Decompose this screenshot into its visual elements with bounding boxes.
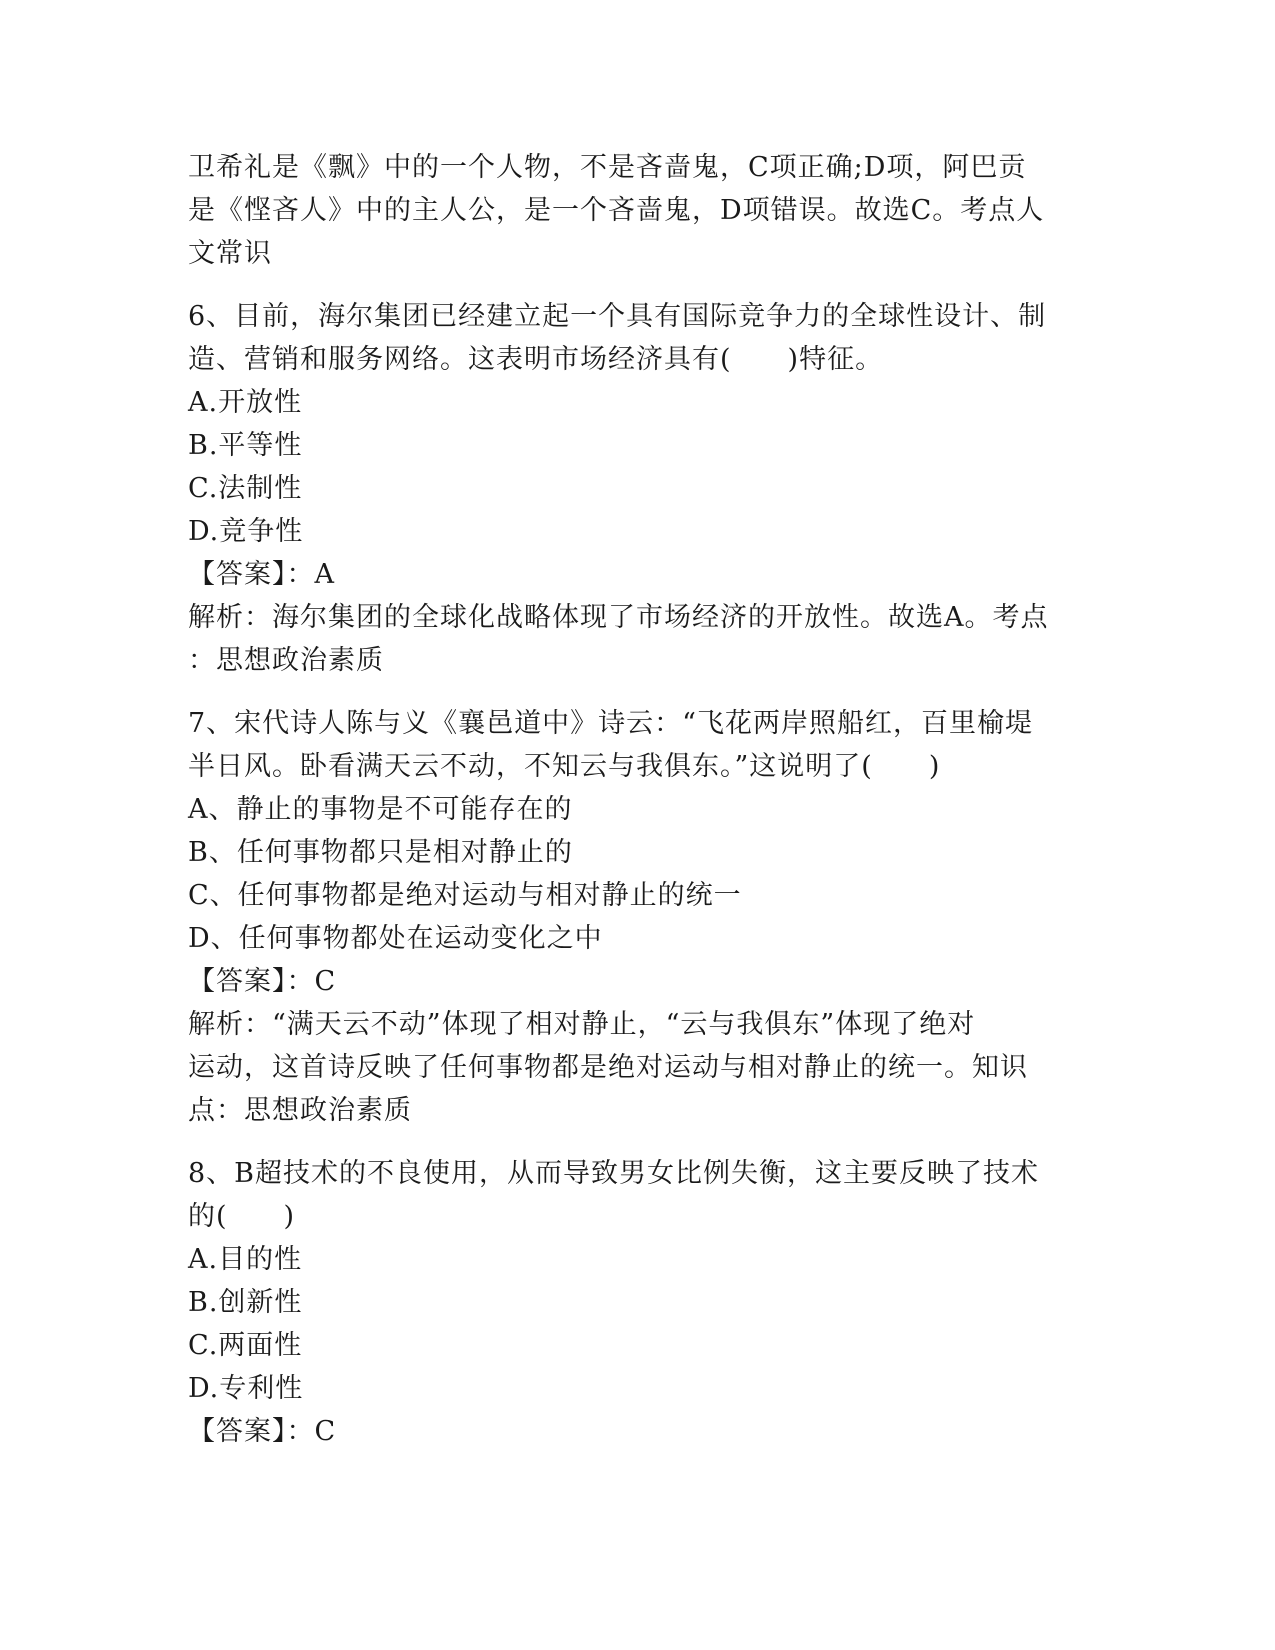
explanation: ：思想政治素质 (188, 645, 384, 676)
option-d: D.专利性 (188, 1373, 304, 1404)
question-stem: 7、宋代诗人陈与义《襄邑道中》诗云：“飞花两岸照船红，百里榆堤 (188, 708, 1033, 739)
question-8 (188, 1152, 1088, 1453)
option-b: B.创新性 (188, 1287, 303, 1318)
option-c: C.两面性 (188, 1330, 303, 1361)
question-stem: 造、营销和服务网络。这表明市场经济具有( )特征。 (188, 344, 884, 375)
option-d: D.竞争性 (188, 516, 304, 547)
option-c: C、任何事物都是绝对运动与相对静止的统一 (188, 880, 742, 911)
explanation: 点：思想政治素质 (188, 1095, 412, 1126)
text-line: 文常识 (188, 238, 272, 269)
option-b: B.平等性 (188, 430, 303, 461)
explanation: 解析：“满天云不动”体现了相对静止，“云与我俱东”体现了绝对 (188, 1009, 976, 1040)
explanation: 运动，这首诗反映了任何事物都是绝对运动与相对静止的统一。知识 (188, 1052, 1028, 1083)
option-a: A.开放性 (188, 387, 303, 418)
text-line: 卫希礼是《飘》中的一个人物，不是吝啬鬼，C项正确;D项，阿巴贡 (188, 152, 1027, 183)
explanation: 解析：海尔集团的全球化战略体现了市场经济的开放性。故选A。考点 (188, 602, 1049, 633)
option-a: A.目的性 (188, 1244, 303, 1275)
document-page (188, 146, 1088, 1453)
question-6 (188, 295, 1088, 682)
question-stem: 的( ) (188, 1201, 296, 1232)
question-stem: 6、目前，海尔集团已经建立起一个具有国际竞争力的全球性设计、制 (188, 301, 1047, 332)
answer: 【答案】：C (188, 1416, 337, 1447)
answer: 【答案】：A (188, 559, 335, 590)
question-stem: 8、B超技术的不良使用，从而导致男女比例失衡，这主要反映了技术 (188, 1158, 1040, 1189)
question-stem: 半日风。卧看满天云不动，不知云与我俱东。”这说明了( ) (188, 751, 941, 782)
option-c: C.法制性 (188, 473, 303, 504)
question-7 (188, 702, 1088, 1132)
option-d: D、任何事物都处在运动变化之中 (188, 923, 603, 954)
option-a: A、静止的事物是不可能存在的 (188, 794, 573, 825)
section-prev-explanation (188, 146, 1088, 275)
answer: 【答案】：C (188, 966, 337, 997)
option-b: B、任何事物都只是相对静止的 (188, 837, 573, 868)
text-line: 是《悭吝人》中的主人公，是一个吝啬鬼，D项错误。故选C。考点人 (188, 195, 1045, 226)
